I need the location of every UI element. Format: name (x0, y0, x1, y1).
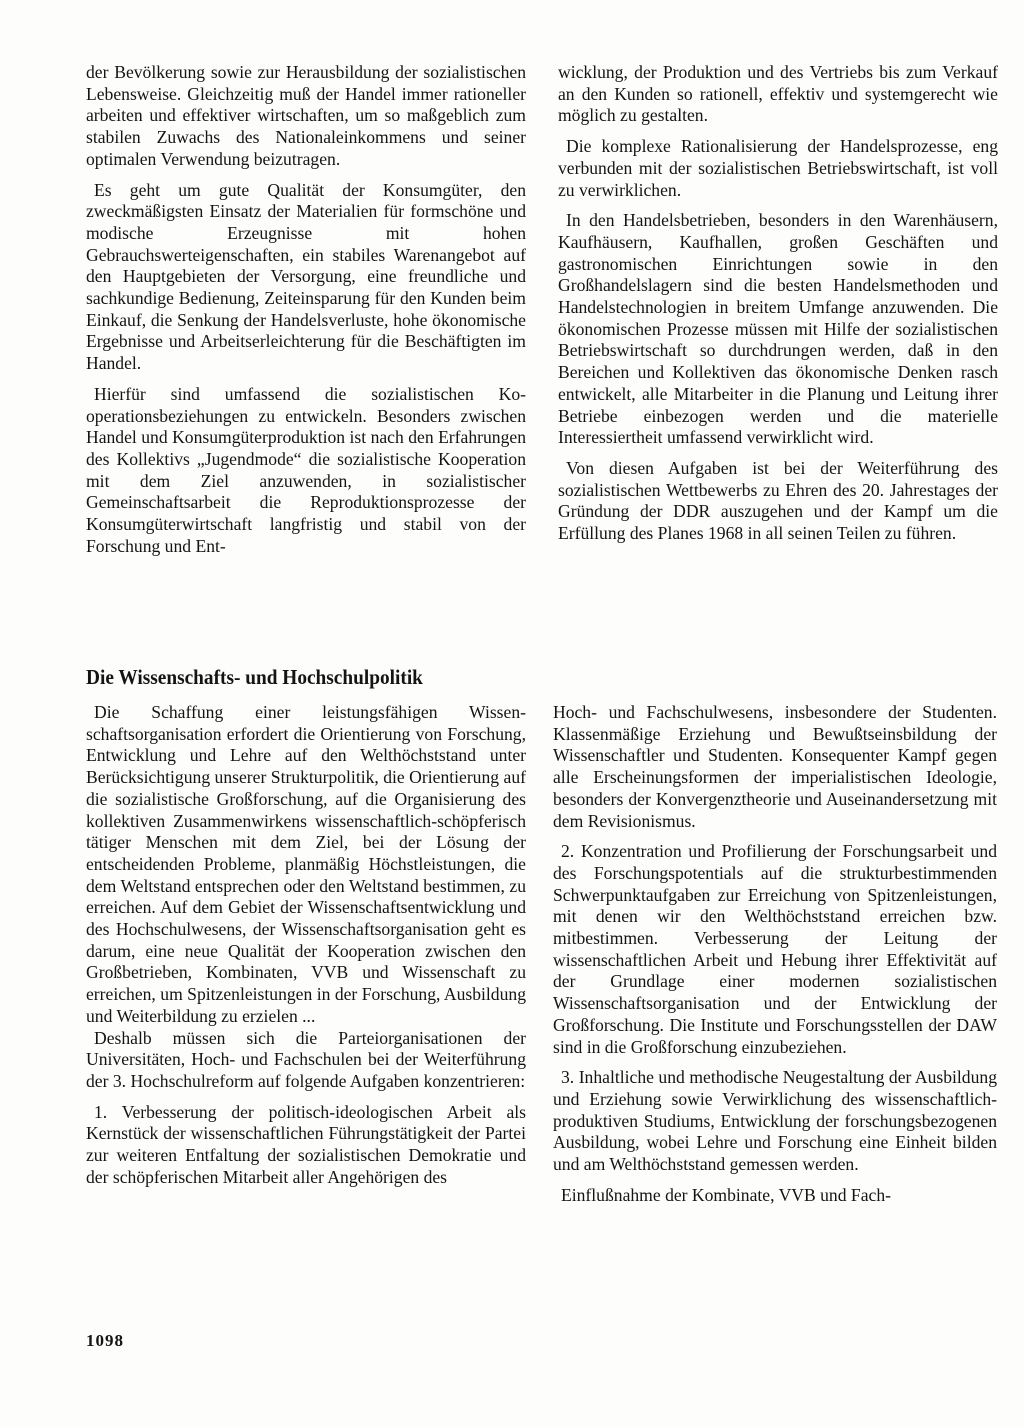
paragraph: 2. Konzentration und Profilierung der Forschungsarbeit und des Forschungspotentials auf die strukturbestimmenden Schwerpunktaufgaben zur Erreichung von Spitzenleistungen, mit denen wir den Welthöchststand erreichen bzw. mitbestimmen. Verbesserung der Leitung der wissenschaftlichen Arbeit und Hebung ihrer Effektivität auf der Grundlage einer modernen sozialistischen Wissenschaftsorganisation und der Entwicklung der Großforschung. Die Institute und Forschungsstellen der DAW sind in die Großforschung einzubeziehen. (553, 841, 997, 1057)
paragraph: Es geht um gute Qualität der Konsumgüter, den zweckmäßigsten Einsatz der Materialien für formschöne und modische Erzeugnisse mit hohen Gebrauchswerteigenschaften, ein stabiles Warenangebot auf den Hauptgebieten der Versorgung, eine freundliche und sachkundige Bedienung, Zeiteinsparung für den Kunden beim Einkauf, die Senkung der Handelsverluste, hohe ökonomische Ergebnisse und Arbeitserleichterung für die Beschäftigten im Handel. (86, 179, 526, 374)
paragraph: Einflußnahme der Kombinate, VVB und Fach- (561, 1184, 891, 1205)
paragraph: Hierfür sind umfassend die sozialistischen Kooperationsbeziehungen zu entwickeln. Besonders zwischen Handel und Konsumgüterproduktion ist nach den Erfahrungen des Kollektivs „Jugendmode“ die sozialistische Kooperation mit dem Ziel anzuwenden, in sozialistischer Gemeinschaftsarbeit die Reproduktionsprozesse der Konsumgüterwirtschaft langfristig und stabil von der Forschung und Ent- (86, 383, 526, 556)
paragraph: Die komplexe Rationalisierung der Handelsprozesse, eng verbunden mit der sozialistischen Betriebswirtschaft, ist voll zu verwirklichen. (558, 136, 998, 200)
paragraph: Von diesen Aufgaben ist bei der Weiterführung des sozialistischen Wettbewerbs zu Ehren des 20. Jahrestages der Gründung der DDR auszugehen und der Kampf um die Erfüllung des Planes 1968 in all seinen Teilen zu führen. (558, 457, 998, 544)
top-left-column (86, 62, 526, 557)
section-heading: Die Wissenschafts- und Hochschulpolitik (86, 665, 423, 689)
paragraph: der Bevölkerung sowie zur Herausbildung der sozialistischen Lebensweise. Gleichzeitig muß der Handel immer rationeller arbeiten und effektiver wirtschaften, um so maßgeblich zum stabilen Zuwachs des Nationaleinkommens und seiner optimalen Verwendung beizutragen. (86, 62, 526, 169)
paragraph: 1. Verbesserung der politisch-ideologischen Arbeit als Kernstück der wissenschaftlichen Führungstätigkeit der Partei zur weiteren Entfaltung der sozialistischen Demokratie und der schöpferischen Mitarbeit aller Angehörigen des (86, 1101, 526, 1187)
paragraph: 3. Inhaltliche und methodische Neugestaltung der Ausbildung und Erziehung sowie Verwirklichung des wissenschaftlich-produktiven Studiums, Entwicklung der forschungsbezogenen Ausbildung, wobei Lehre und Forschung eine Einheit bilden und am Welthöchststand gemessen werden. (553, 1067, 997, 1175)
bottom-right-column (553, 702, 997, 1206)
paragraph: In den Handelsbetrieben, besonders in den Warenhäusern, Kaufhäusern, Kaufhallen, großen Geschäften und gastronomischen Einrichtungen sowie in den Großhandelslagern sind die besten Handelsmethoden und Handelstechnologien in breitem Umfange anzuwenden. Die ökonomischen Prozesse müssen mit Hilfe der sozialistischen Betriebswirtschaft so durchdrungen werden, daß in den Bereichen und Kollektiven das ökonomische Denken rasch entwickelt, alle Mitarbeiter in die Planung und Leitung ihrer Betriebe einbezogen werden und die materielle Interessiertheit umfassend verwirklicht wird. (558, 210, 998, 448)
page-number: 1098 (86, 1331, 124, 1350)
top-right-column (558, 62, 998, 545)
paragraph: Die Schaffung einer leistungsfähigen Wissenschaftsorganisation erfordert die Orientierung von Forschung, Entwicklung und Lehre auf den Welthöchststand unter Berücksichtigung unserer Strukturpolitik, die Orientierung auf die sozialistische Großforschung, auf die Organisierung des kollektiven Zusammenwirkens wissenschaftlich-schöpferisch tätiger Menschen mit dem Ziel, bei der Lösung der entscheidenden Probleme, planmäßig Höchstleistungen, die dem Weltstand entsprechen oder den Weltstand bestimmen, zu erreichen. Auf dem Gebiet der Wissenschaftsentwicklung und des Hochschulwesens, der Wissenschaftsorganisation geht es darum, eine neue Qualität der Kooperation zwischen den Großbetrieben, Kombinaten, VVB und Wissenschaft zu erreichen, um Spitzenleistungen in der Forschung, Ausbildung und Weiterbildung zu erzielen ... (86, 702, 526, 1026)
bottom-left-column (86, 702, 526, 1188)
paragraph: Hoch- und Fachschulwesens, insbesondere der Studenten. Klassenmäßige Erziehung und Bewußtseinsbildung der Wissenschaftler und Studenten. Konsequenter Kampf gegen alle Erscheinungsformen der imperialistischen Ideologie, besonders der Konvergenztheorie und Auseinandersetzung mit dem Revisionismus. (553, 702, 997, 831)
paragraph: Deshalb müssen sich die Parteiorganisationen der Universitäten, Hoch- und Fachschulen bei der Weiterführung der 3. Hochschulreform auf folgende Aufgaben konzentrieren: (86, 1027, 526, 1091)
paragraph: wicklung, der Produktion und des Vertriebs bis zum Verkauf an den Kunden so rationell, effektiv und systemgerecht wie möglich zu gestalten. (558, 62, 998, 126)
